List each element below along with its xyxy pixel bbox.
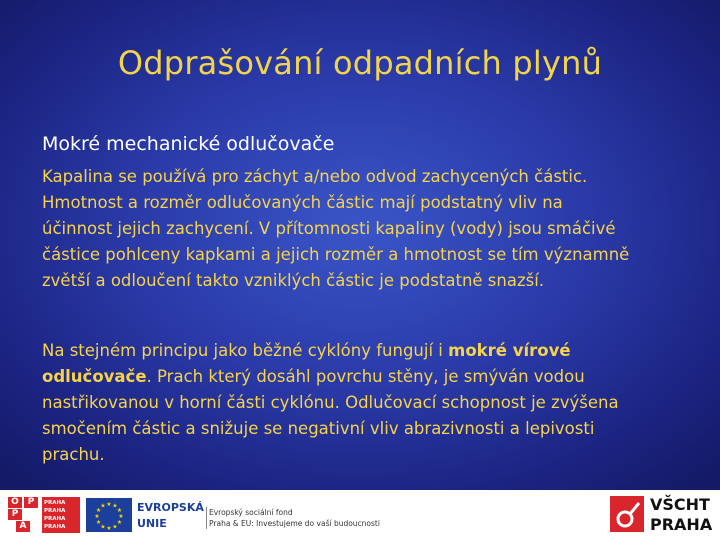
- eu-flag-icon: [86, 498, 132, 532]
- p1-line-2: Hmotnost a rozměr odlučovaných částic mají podstatný vliv na: [42, 193, 563, 212]
- svg-text:★: ★: [116, 519, 123, 526]
- esf-label: [206, 507, 380, 529]
- praha-logo-line-4: PRAHA: [44, 524, 66, 530]
- p1-line-5: zvětší a odloučení takto vzniklých částic je podstatně snazší.: [42, 271, 545, 290]
- opp-letter-a: A: [16, 521, 30, 532]
- svg-text:★: ★: [106, 525, 112, 532]
- p2-bold-term-2: odlučovače: [42, 367, 147, 386]
- eu-label: [137, 500, 204, 532]
- svg-text:★: ★: [112, 523, 118, 531]
- opp-logo: [8, 497, 40, 533]
- paragraph-1: [42, 164, 692, 294]
- svg-text:★: ★: [100, 523, 106, 531]
- svg-text:★: ★: [95, 507, 102, 514]
- praha-logo-line-1: PRAHA: [44, 500, 66, 506]
- slide-title: Odprašování odpadních plynů: [117, 44, 603, 82]
- p1-line-1: Kapalina se používá pro záchyt a/nebo odvod zachycených částic.: [42, 167, 588, 186]
- footer-logos-bar: [0, 490, 720, 540]
- svg-text:★: ★: [95, 519, 102, 526]
- p1-line-3: účinnost jejich zachycení. V přítomnosti kapaliny (vody) jsou smáčivé: [42, 219, 616, 238]
- paragraph-2: [42, 338, 692, 468]
- vscht-logo-icon: [610, 496, 644, 532]
- eu-label-line-2: UNIE: [137, 517, 167, 530]
- opp-letter-o: O: [8, 497, 22, 508]
- svg-text:★: ★: [116, 507, 123, 514]
- svg-text:★: ★: [94, 513, 100, 520]
- esf-label-line-1: Evropský sociální fond: [209, 508, 293, 517]
- opp-letter-p2: P: [8, 509, 22, 520]
- svg-text:★: ★: [100, 502, 106, 510]
- praha-logo: [42, 497, 80, 533]
- vscht-label-line-1: VŠCHT: [650, 495, 710, 514]
- esf-label-line-2: Praha & EU: Investujeme do vaší budoucnosti: [209, 519, 380, 528]
- p1-line-4: částice pohlceny kapkami a jejich rozměr a hmotnost se tím významně: [42, 245, 630, 264]
- svg-text:★: ★: [112, 502, 118, 510]
- p2-line-1-text: Na stejném principu jako běžné cyklóny fungují i: [42, 341, 449, 360]
- slide-subtitle: Mokré mechanické odlučovače: [42, 133, 335, 155]
- praha-logo-line-3: PRAHA: [44, 516, 66, 522]
- svg-text:★: ★: [118, 513, 124, 520]
- p2-line-3: nastřikovanou v horní části cyklónu. Odlučovací schopnost je zvýšena: [42, 393, 619, 412]
- svg-text:★: ★: [106, 501, 112, 508]
- eu-label-line-1: EVROPSKÁ: [137, 501, 204, 514]
- vscht-label-line-2: PRAHA: [650, 515, 713, 534]
- p2-line-2-text: . Prach který dosáhl povrchu stěny, je smýván vodou: [146, 367, 585, 386]
- p2-line-5: prachu.: [42, 445, 105, 464]
- p2-line-4: smočením částic a snižuje se negativní vliv abrazivnosti a lepivosti: [42, 419, 595, 438]
- vscht-label: [650, 495, 712, 535]
- praha-logo-line-2: PRAHA: [44, 508, 66, 514]
- opp-letter-p1: P: [24, 497, 38, 508]
- p2-bold-term-1: mokré vírové: [448, 341, 571, 360]
